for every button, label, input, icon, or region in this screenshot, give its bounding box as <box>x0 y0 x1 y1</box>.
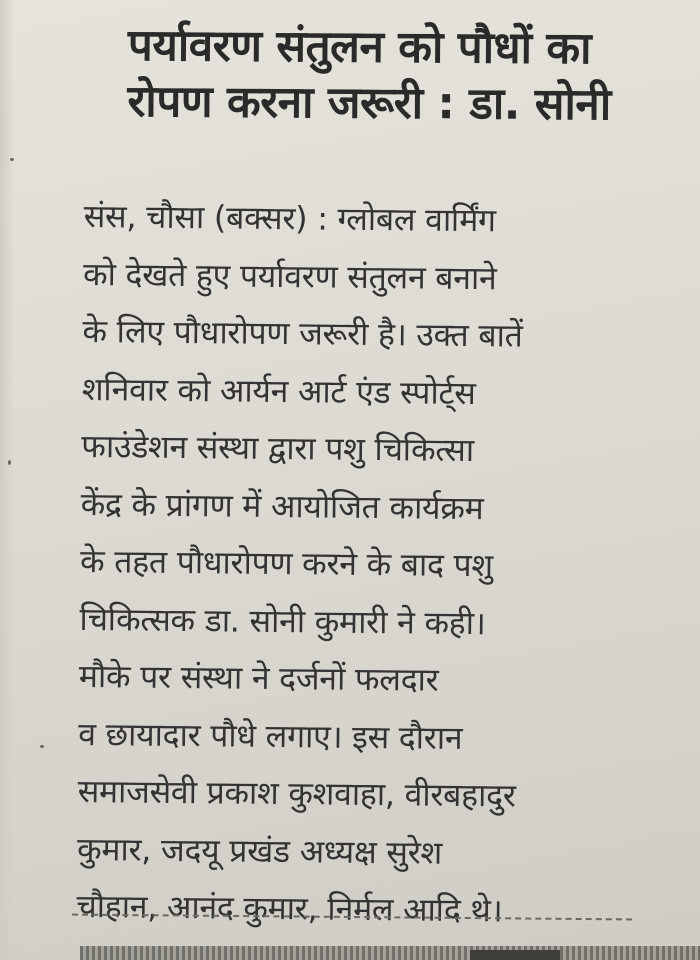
article-headline <box>127 18 688 134</box>
body-line: के तहत पौधारोपण करने के बाद पशु <box>79 541 494 585</box>
next-article-dark-block <box>470 950 560 960</box>
body-line: केंद्र के प्रांगण में आयोजित कार्यक्रम <box>80 484 484 527</box>
body-line: चिकित्सक डा. सोनी कुमारी ने कही। <box>79 599 486 642</box>
body-line: मौके पर संस्था ने दर्जनों फलदार <box>78 656 439 699</box>
paper-speck <box>8 460 11 465</box>
headline-line-2: रोपण करना जरूरी : डा. सोनी <box>127 75 611 131</box>
body-line: को देखते हुए पर्यावरण संतुलन बनाने <box>82 254 497 297</box>
body-line: फाउंडेशन संस्था द्वारा पशु चिकित्सा <box>81 426 475 470</box>
body-line: कुमार, जदयू प्रखंड अध्यक्ष सुरेश <box>76 829 443 872</box>
body-line: समाजसेवी प्रकाश कुशवाहा, वीरबहादुर <box>77 771 516 815</box>
next-article-edge <box>80 946 700 960</box>
body-line: के लिए पौधारोपण जरूरी है। उक्त बातें <box>82 311 523 355</box>
paper-speck <box>40 745 44 748</box>
body-line: संस, चौसा (बक्सर) : ग्लोबल वार्मिंग <box>83 196 496 240</box>
headline-line-1: पर्यावरण संतुलन को पौधों का <box>127 19 592 75</box>
body-line: चौहान, आनंद कुमार, निर्मल आदि थे। <box>76 886 503 930</box>
body-line: शनिवार को आर्यन आर्ट एंड स्पोर्ट्स <box>81 369 476 412</box>
paper-speck <box>10 158 14 161</box>
body-line: व छायादार पौधे लगाए। इस दौरान <box>78 714 463 757</box>
paper-edge-shadow <box>0 0 14 960</box>
article-body <box>76 188 684 942</box>
